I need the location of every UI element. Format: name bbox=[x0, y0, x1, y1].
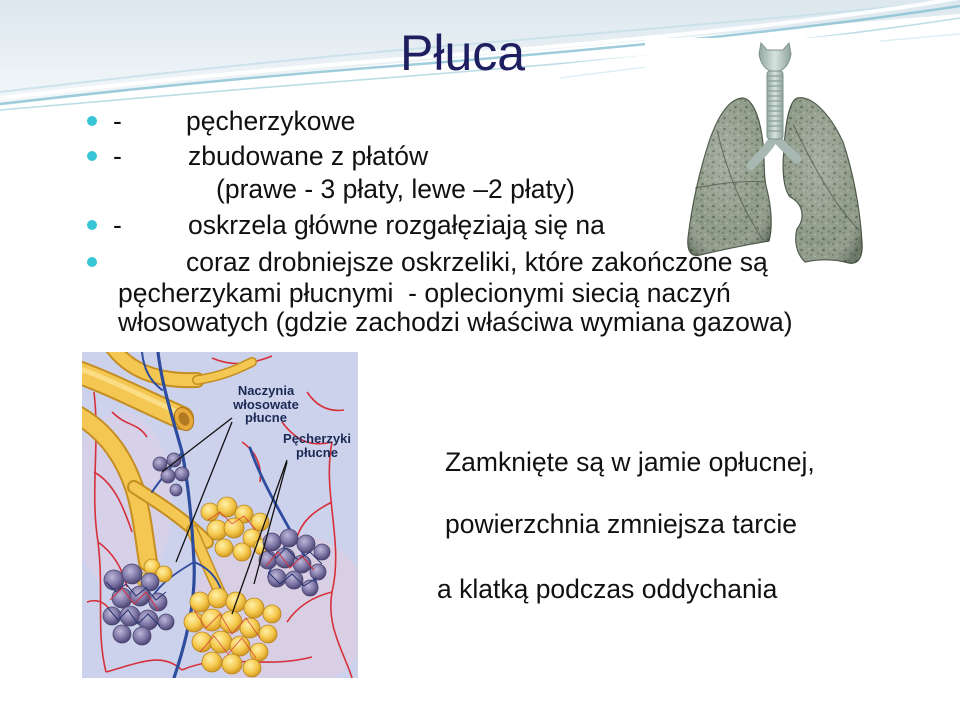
text-line-3 bbox=[0, 173, 960, 205]
line-text: pęcherzykowe bbox=[186, 106, 356, 136]
line-text: oskrzela główne rozgałęziają się na bbox=[188, 210, 605, 240]
side-text-line-1: Zamknięte są w jamie opłucnej, bbox=[445, 447, 815, 477]
round-bullet-icon bbox=[87, 220, 97, 230]
label-line: płucne bbox=[245, 410, 287, 425]
label-line: płucne bbox=[296, 445, 338, 460]
side-text-line-2: powierzchnia zmniejsza tarcie bbox=[445, 509, 798, 539]
round-bullet-icon bbox=[87, 151, 97, 161]
line-text: włosowatych (gdzie zachodzi właściwa wymiana gazowa) bbox=[118, 307, 793, 337]
slide-title: Płuca bbox=[400, 25, 526, 81]
bullet-line-4 bbox=[0, 209, 960, 241]
line-text: (prawe - 3 płaty, lewe –2 płaty) bbox=[216, 174, 575, 204]
label-line: Naczynia bbox=[237, 383, 295, 398]
side-text-line-3: a klatką podczas oddychania bbox=[437, 574, 778, 604]
text-line-6 bbox=[0, 277, 960, 309]
label-line: Pęcherzyki bbox=[283, 431, 351, 446]
round-bullet-icon bbox=[87, 116, 97, 126]
line-text: zbudowane z płatów bbox=[188, 141, 429, 171]
round-bullet-icon bbox=[87, 257, 97, 267]
label-line: włosowate bbox=[233, 397, 299, 412]
line-text: coraz drobniejsze oskrzeliki, które zakończone są bbox=[186, 247, 768, 277]
line-dash: - bbox=[113, 141, 122, 171]
bullet-line-5 bbox=[0, 246, 960, 278]
bullet-line-2 bbox=[0, 140, 960, 172]
line-text: pęcherzykami płucnymi - oplecionymi siecią naczyń bbox=[118, 278, 731, 308]
line-dash: - bbox=[113, 210, 122, 240]
alveoli-illustration bbox=[82, 352, 358, 678]
text-line-7 bbox=[0, 306, 960, 338]
bullet-line-1 bbox=[0, 105, 960, 137]
line-dash: - bbox=[113, 106, 122, 136]
